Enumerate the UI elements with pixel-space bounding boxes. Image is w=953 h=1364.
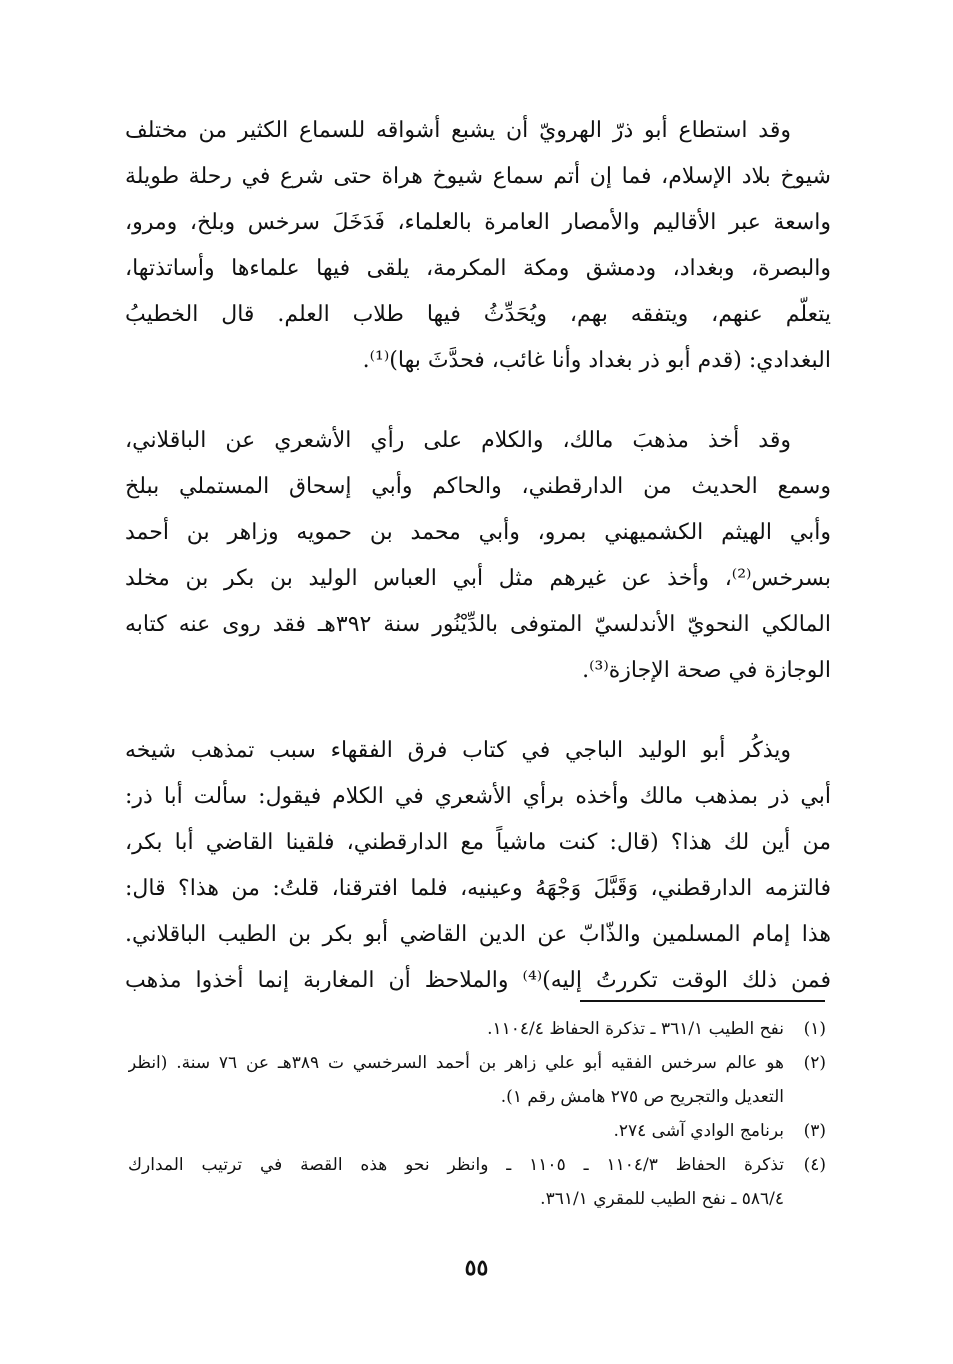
text-line: فمن ذلك الوقت تكررتُ إليه)⁽⁴⁾ والملاحظ أن المغاربة إنما أخذوا مذهب	[125, 968, 831, 993]
text-line: البغدادي: (قدم أبو ذر بغداد وأنا غائب، فحدَّثَ بها)⁽¹⁾.	[362, 348, 831, 373]
footnote-text	[128, 1114, 784, 1148]
footnote-4	[128, 1148, 826, 1216]
text-line: بسرخس⁽²⁾، وأخذ عن غيرهم مثل أبي العباس الوليد بن بكر بن مخلد	[125, 566, 831, 591]
text-line: واسعة عبر الأقاليم والأمصار العامرة بالعلماء، فَدَخَلَ سرخس وبلخ، ومرو،	[125, 210, 831, 235]
footnote-text	[128, 1012, 784, 1046]
footnote-line: التعديل والتجريح ص ٢٧٥ هامش رقم ١).	[500, 1087, 784, 1107]
footnote-text	[128, 1046, 784, 1114]
footnote-number: (٣)	[803, 1121, 826, 1141]
text-line: فالتزمه الدارقطني، وَقَبَّلَ وَجْهَهُ وعينيه، فلما افترقنا، قلتُ: من هذا؟ قال:	[125, 876, 831, 901]
footnote-number: (٢)	[803, 1053, 826, 1073]
text-line: شيوخ بلاد الإسلام، فما إن أتم سماع شيوخ هراة حتى شرع في رحلة طويلة	[125, 164, 831, 189]
text-line: والبصرة، وبغداد، ودمشق ومكة المكرمة، يلقى فيها علماءها وأساتذتها،	[125, 256, 831, 281]
text-line: أبي ذر بمذهب مالك وأخذه برأي الأشعري في الكلام فيقول: سألت أبا ذر:	[125, 784, 831, 809]
footnote-line: هو عالم سرخس الفقيه أبو علي زاهر بن أحمد السرخسي ت ٣٨٩هـ عن ٧٦ سنة. (انظر	[128, 1053, 784, 1073]
footnotes	[128, 1012, 826, 1216]
main-text	[125, 108, 831, 1004]
text-line: هذا إمام المسلمين والذّابّ عن الدين القاضي أبو بكر بن الطيب الباقلاني.	[125, 922, 831, 947]
paragraph-1	[125, 108, 831, 384]
paragraph-2	[125, 418, 831, 694]
footnote-number: (٤)	[803, 1155, 826, 1175]
text-line: من أين لك هذا؟ (قال: كنت ماشياً مع الدارقطني، فلقينا القاضي أبا بكر،	[125, 830, 831, 855]
paragraph-3	[125, 728, 831, 1004]
footnote-line: نفح الطيب ٣٦١/١ ـ تذكرة الحفاظ ١١٠٤/٤.	[487, 1019, 784, 1039]
text-line: يتعلّم عنهم، ويتفقه بهم، ويُحَدِّثُ فيها طلاب العلم. قال الخطيبُ	[125, 302, 831, 327]
page-number: ٥٥	[464, 1255, 489, 1281]
footnote-1	[128, 1012, 826, 1046]
footnote-text	[128, 1148, 784, 1216]
text-line: وقد استطاع أبو ذرّ الهرويّ أن يشبع أشواقه للسماع الكثير من مختلف	[125, 118, 791, 143]
footnote-line: ٥٨٦/٤ ـ نفح الطيب للمقري ٣٦١/١.	[540, 1189, 784, 1209]
text-line: وقد أخذ مذهبَ مالك، والكلام على رأي الأشعري عن الباقلاني،	[125, 428, 791, 453]
text-line: الوجازة في صحة الإجازة⁽³⁾.	[582, 658, 831, 683]
footnote-2	[128, 1046, 826, 1114]
text-line: ويذكُر أبو الوليد الباجي في كتاب فرق الفقهاء سبب تمذهب شيخه	[125, 738, 791, 763]
text-line: وأبي الهيثم الكشميهني بمرو، وأبي محمد بن حمويه وزاهر بن أحمد	[125, 520, 831, 545]
footnote-separator	[580, 1000, 825, 1002]
footnote-3	[128, 1114, 826, 1148]
footnote-number: (١)	[803, 1019, 826, 1039]
text-line: وسمع الحديث من الدارقطني، والحاكم وأبي إسحاق المستملي ببلخ	[125, 474, 831, 499]
text-line: المالكي النحويّ الأندلسيّ المتوفى بالدِّيْنُور سنة ٣٩٢هـ فقد روى عنه كتابه	[125, 612, 831, 637]
footnote-line: برنامج الوادي آشى ٢٧٤.	[613, 1121, 784, 1141]
footnote-line: تذكرة الحفاظ ١١٠٤/٣ ـ ١١٠٥ ـ وانظر نحو هذه القصة في ترتيب المدارك	[128, 1155, 784, 1175]
